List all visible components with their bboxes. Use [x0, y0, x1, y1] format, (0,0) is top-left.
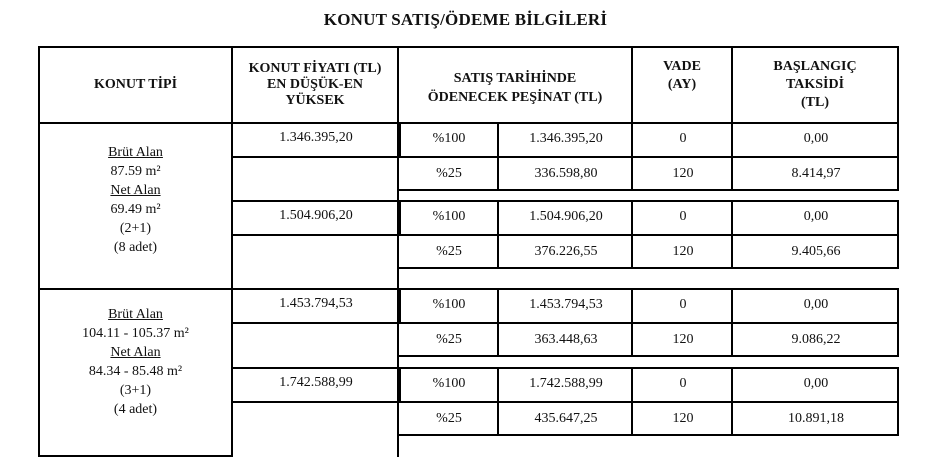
baslangic-taksidi-cell: 10.891,18 — [788, 410, 844, 426]
brut-alan-value-text: 87.59 m² — [110, 164, 161, 179]
header-fiyat-line: YÜKSEK — [285, 93, 345, 108]
baslangic-taksidi-cell: 0,00 — [803, 209, 829, 224]
pesinat-amount-cell: 336.598,80 — [534, 165, 598, 181]
baslangic-taksidi-cell: 0,00 — [803, 131, 829, 146]
konut-fiyati-cell: 1.453.794,53 — [279, 296, 353, 311]
net-alan-label — [38, 343, 233, 362]
header-vade-line: VADE — [663, 59, 701, 74]
pesinat-amount-cell: 1.346.395,20 — [529, 131, 603, 146]
header-fiyat-line: EN DÜŞÜK-EN — [266, 77, 364, 92]
baslangic-taksidi-cell: 8.414,97 — [791, 165, 841, 181]
brut-alan-value — [38, 162, 233, 181]
brut-alan-label-text: Brüt Alan — [108, 145, 163, 160]
header-vade — [633, 48, 731, 122]
baslangic-taksidi-cell: 9.086,22 — [791, 331, 841, 347]
vade-cell: 0 — [679, 297, 687, 312]
net-alan-value — [38, 200, 233, 219]
baslangic-taksidi-cell: 9.405,66 — [791, 243, 841, 259]
net-alan-value-text: 84.34 - 85.48 m² — [88, 363, 183, 379]
konut-tipi-text — [38, 122, 233, 290]
header-pesinat — [399, 48, 631, 122]
header-baslangic-taksidi — [733, 48, 897, 122]
unit-count-text: (8 adet) — [113, 240, 158, 255]
header-taksit-line: TAKSİDİ — [785, 77, 845, 92]
pesinat-amount-cell: 1.504.906,20 — [529, 209, 603, 224]
brut-alan-value — [38, 324, 233, 343]
pesinat-amount-cell: 363.448,63 — [534, 331, 598, 347]
header-pesinat-line: ÖDENECEK PEŞİNAT (TL) — [427, 90, 603, 105]
unit-count — [38, 238, 233, 257]
pesinat-percent-cell: %100 — [432, 297, 466, 312]
pesinat-amount-cell: 1.742.588,99 — [529, 376, 603, 391]
baslangic-taksidi-cell: 0,00 — [803, 376, 829, 391]
pesinat-percent-cell: %25 — [436, 410, 462, 426]
pesinat-percent-cell: %100 — [432, 376, 466, 391]
pesinat-amount-cell: 1.453.794,53 — [529, 297, 603, 312]
brut-alan-label-text: Brüt Alan — [108, 306, 163, 322]
room-count-text: (3+1) — [119, 382, 152, 398]
brut-alan-label — [38, 305, 233, 324]
baslangic-taksidi-cell: 0,00 — [803, 297, 829, 312]
pesinat-amount-cell: 376.226,55 — [534, 243, 598, 259]
pesinat-percent-cell: %25 — [436, 243, 462, 259]
net-alan-label — [38, 181, 233, 200]
brut-alan-label — [38, 143, 233, 162]
pesinat-percent-cell: %100 — [432, 131, 466, 146]
header-konut-tipi-text: KONUT TİPİ — [93, 77, 178, 92]
page-title: KONUT SATIŞ/ÖDEME BİLGİLERİ — [323, 10, 608, 29]
konut-fiyati-cell: 1.346.395,20 — [279, 130, 353, 145]
header-taksit-line: (TL) — [801, 95, 829, 110]
konut-tipi-text — [38, 288, 233, 457]
unit-count-text: (4 adet) — [113, 401, 158, 417]
vade-cell: 120 — [672, 331, 694, 347]
vade-cell: 120 — [672, 243, 694, 259]
net-alan-value — [38, 362, 233, 381]
header-vade-line: (AY) — [667, 77, 697, 92]
pesinat-amount-cell: 435.647,25 — [534, 410, 598, 426]
room-count — [38, 219, 233, 238]
room-count — [38, 381, 233, 400]
header-fiyat-line: KONUT FİYATI (TL) — [248, 61, 382, 76]
brut-alan-value-text: 104.11 - 105.37 m² — [82, 325, 189, 341]
header-taksit-line: BAŞLANGIÇ — [773, 59, 857, 74]
unit-count — [38, 400, 233, 419]
net-alan-label-text: Net Alan — [110, 183, 161, 198]
header-konut-tipi — [40, 48, 231, 122]
pesinat-percent-cell: %25 — [436, 331, 462, 347]
net-alan-label-text: Net Alan — [110, 344, 161, 360]
konut-fiyati-cell: 1.742.588,99 — [279, 375, 353, 390]
room-count-text: (2+1) — [119, 221, 152, 236]
net-alan-value-text: 69.49 m² — [110, 202, 161, 217]
konut-fiyati-cell: 1.504.906,20 — [279, 208, 353, 223]
header-konut-fiyati — [233, 48, 397, 122]
vade-cell: 120 — [672, 410, 694, 426]
vade-cell: 0 — [679, 131, 687, 146]
vade-cell: 0 — [679, 376, 687, 391]
vade-cell: 120 — [672, 165, 694, 181]
vade-cell: 0 — [679, 209, 687, 224]
header-pesinat-line: SATIŞ TARİHİNDE — [453, 71, 577, 86]
pesinat-percent-cell: %100 — [432, 209, 466, 224]
pesinat-percent-cell: %25 — [436, 165, 462, 181]
